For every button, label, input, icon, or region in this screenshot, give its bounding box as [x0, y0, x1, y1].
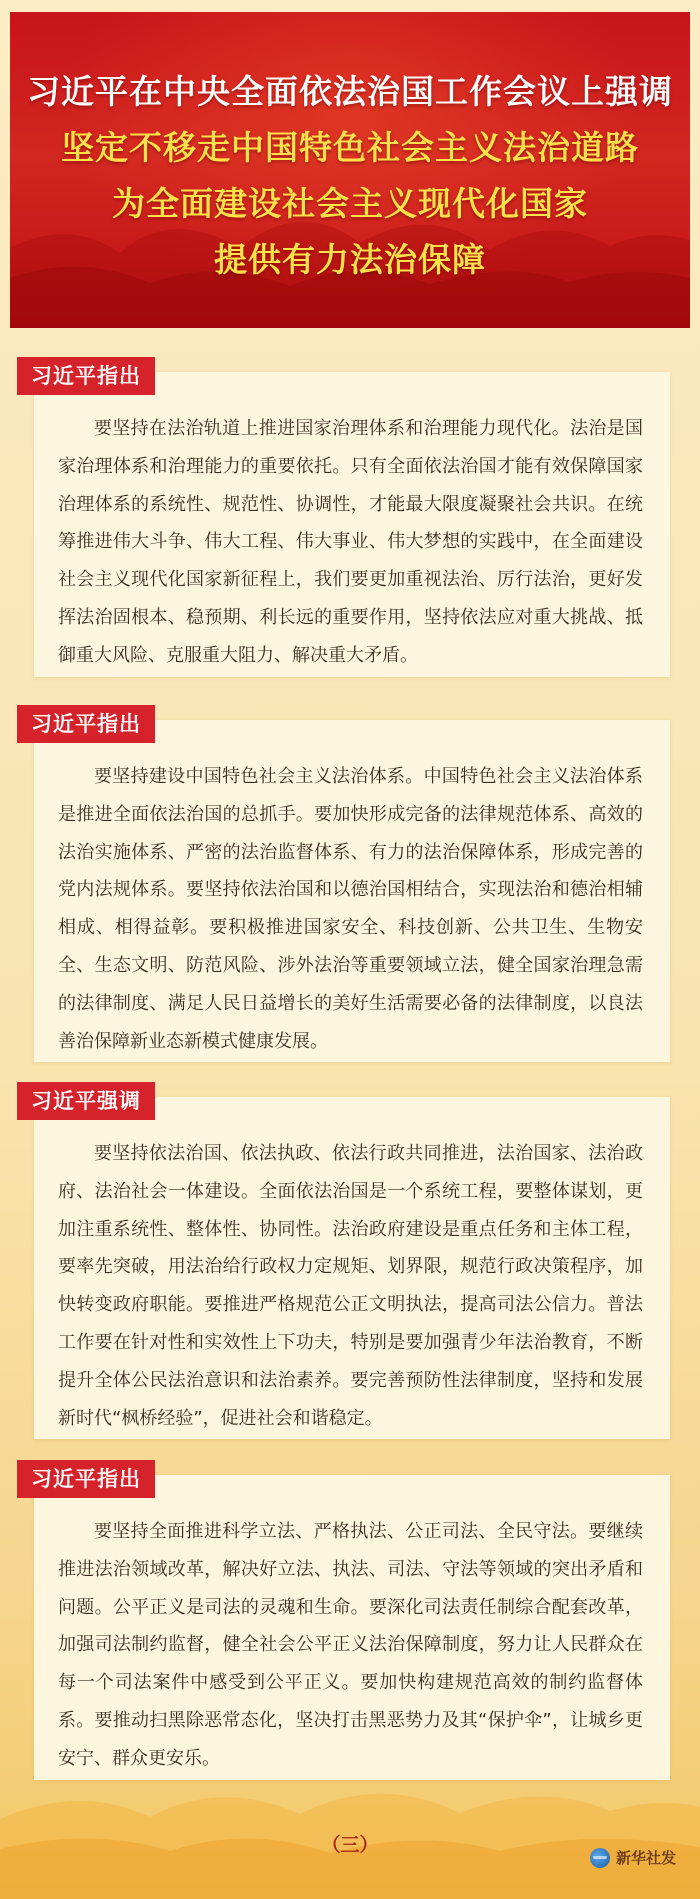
section-1-text: 要坚持在法治轨道上推进国家治理体系和治理能力现代化。法治是国家治理体系和治理能力的重要依托。只有全面依法治国才能有效保障国家治理体系的系统性、规范性、协调性，才能最大限度凝聚社会共识。在统筹推进伟大斗争、伟大工程、伟大事业、伟大梦想的实践中，在全面建设社会主义现代化国家新征程上，我们要更加重视法治、厉行法治，更好发挥法治固根本、稳预期、利长远的重要作用，坚持依法应对重大挑战、抵御重大风险、克服重大阻力、解决重大矛盾。 — [58, 418, 643, 666]
banner-title-line-2: 坚定不移走中国特色社会主义法治道路 — [61, 128, 639, 167]
banner-title-line-3: 为全面建设社会主义现代化国家 — [112, 184, 588, 223]
xinhua-globe-icon — [590, 1848, 610, 1868]
section-1-tag: 习近平指出 — [17, 357, 155, 395]
page-number: （三） — [321, 1834, 379, 1856]
header-banner — [10, 12, 690, 328]
footer-mountains — [0, 1729, 700, 1899]
agency-name: 新华社发 — [616, 1849, 677, 1867]
banner-title-line-1: 习近平在中央全面依法治国工作会议上强调 — [27, 72, 673, 111]
section-2-tag: 习近平指出 — [17, 705, 155, 743]
agency-credit — [590, 1847, 676, 1868]
section-2-text: 要坚持建设中国特色社会主义法治体系。中国特色社会主义法治体系是推进全面依法治国的总抓手。要加快形成完备的法律规范体系、高效的法治实施体系、严密的法治监督体系、有力的法治保障体系，形成完善的党内法规体系。要坚持依法治国和以德治国相结合，实现法治和德治相辅相成、相得益彰。要积极推进国家安全、科技创新、公共卫生、生物安全、生态文明、防范风险、涉外法治等重要领域立法，健全国家治理急需的法律制度、满足人民日益增长的美好生活需要必备的法律制度，以良法善治保障新业态新模式健康发展。 — [58, 766, 643, 1052]
section-3-tag: 习近平强调 — [17, 1082, 155, 1120]
section-4-text: 要坚持全面推进科学立法、严格执法、公正司法、全民守法。要继续推进法治领域改革，解决好立法、执法、司法、守法等领域的突出矛盾和问题。公平正义是司法的灵魂和生命。要深化司法责任制综合配套改革，加强司法制约监督，健全社会公平正义法治保障制度，努力让人民群众在每一个司法案件中感受到公平正义。要加快构建规范高效的制约监督体系。要推动扫黑除恶常态化，坚决打击黑恶势力及其“保护伞”，让城乡更安宁、群众更安乐。 — [58, 1521, 643, 1769]
section-4-tag: 习近平指出 — [17, 1460, 155, 1498]
section-3-text: 要坚持依法治国、依法执政、依法行政共同推进，法治国家、法治政府、法治社会一体建设。全面依法治国是一个系统工程，要整体谋划，更加注重系统性、整体性、协同性。法治政府建设是重点任务和主体工程，要率先突破，用法治给行政权力定规矩、划界限，规范行政决策程序，加快转变政府职能。要推进严格规范公正文明执法，提高司法公信力。普法工作要在针对性和实效性上下功夫，特别是要加强青少年法治教育，不断提升全体公民法治意识和法治素养。要完善预防性法律制度，坚持和发展新时代“枫桥经验”，促进社会和谐稳定。 — [58, 1143, 643, 1429]
banner-title-line-4: 提供有力法治保障 — [214, 240, 486, 279]
